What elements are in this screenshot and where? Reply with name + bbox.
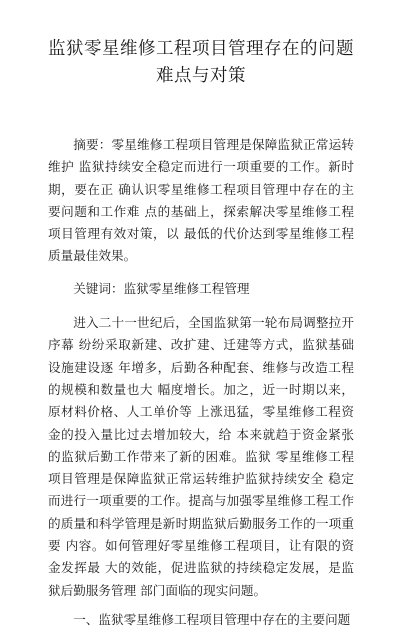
document-title: 监狱零星维修工程项目管理存在的问题难点与对策 — [48, 39, 354, 86]
abstract-paragraph: 摘要：零星维修工程项目管理是保障监狱正常运转维护 监狱持续安全稳定而进行一项重要的工作。新时期，要在正 确认识零星维修工程项目管理中存在的主要问题和工作难 点的基础上，探索解决零星维修工程项目管理有效对策，以 最低的代价达到零星维修工程质量最佳效果。 — [48, 137, 354, 264]
body-paragraph: 进入二十一世纪后，全国监狱第一轮布局调整拉开序幕 纷纷采取新建、改扩建、迁建等方式，监狱基础设施建设逐 年增多，后勤各种配套、维修与改造工程的规模和数量也大 幅度增长。加之，近一时期以来，原材料价格、人工单价等 上涨迅猛，零星维修工程资金的投入量比过去增加较大，给 本来就趋于资金紧张的监狱后勤工作带来了新的困难。监狱 零星维修工程项目管理是保障监狱正常运转维护监狱持续安全 稳定而进行一项重要的工作。提高与加强零星维修工程工作 的质量和科学管理是新时期监狱后勤服务工作的一项重要 内容。如何管理好零星维修工程项目，让有限的资金发挥最 大的效能，促进监狱的持续稳定发展，是监狱后勤服务管理 部门面临的现实问题。 — [48, 315, 354, 598]
section-heading: 一、监狱零星维修工程项目管理中存在的主要问题 — [73, 611, 351, 627]
keywords-line: 关键词：监狱零星维修工程管理 — [73, 280, 250, 296]
